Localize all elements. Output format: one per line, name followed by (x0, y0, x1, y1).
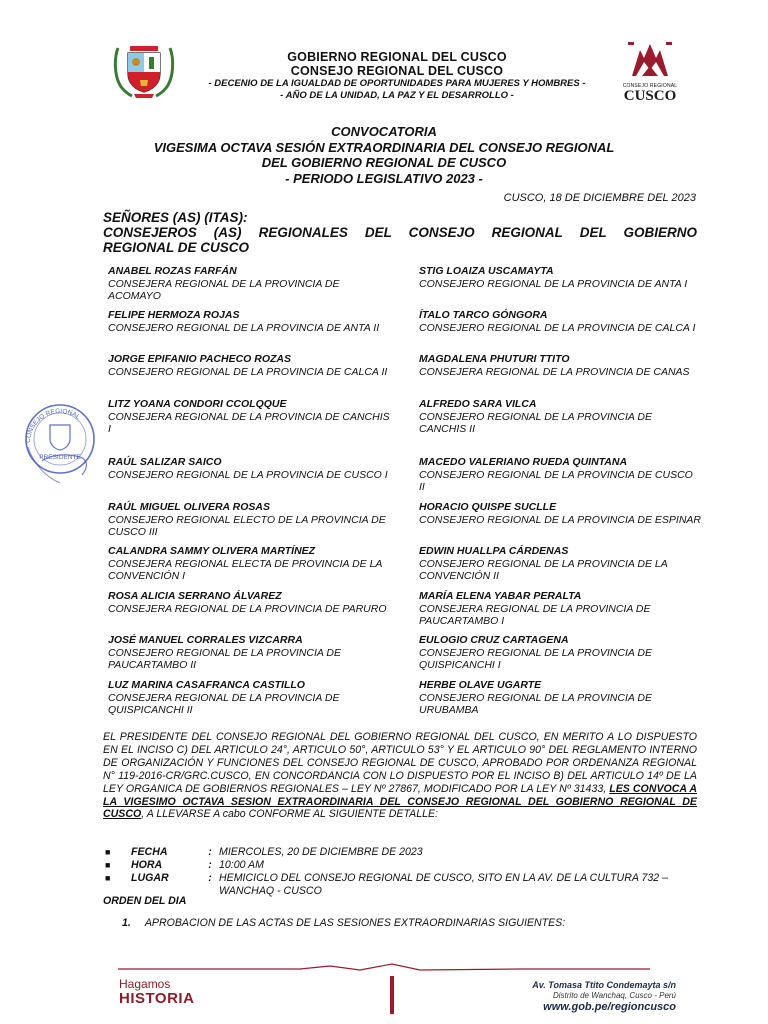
member-role: CONSEJERA REGIONAL DE LA PROVINCIA DE CANCHIS I (108, 410, 390, 435)
detail-label: FECHA (131, 846, 168, 858)
detail-value: MIERCOLES, 20 DE DICIEMBRE DE 2023 (219, 846, 423, 858)
header-line-4: - AÑO DE LA UNIDAD, LA PAZ Y EL DESARROLLO - (280, 90, 514, 101)
address-line-2: Distrito de Wanchaq, Cusco - Perú (552, 991, 676, 1000)
salutation-line-2: CONSEJEROS (AS) REGIONALES DEL CONSEJO REGIONAL DEL GOBIERNO (103, 225, 697, 240)
member-entry (419, 679, 701, 717)
member-entry (419, 265, 701, 290)
member-entry (108, 679, 390, 717)
member-role: CONSEJERA REGIONAL DE LA PROVINCIA DE PARURO (108, 602, 387, 615)
member-entry (419, 501, 701, 526)
member-entry (419, 456, 701, 494)
member-name: ANABEL ROZAS FARFÁN (108, 265, 237, 277)
slogan-line-1: Hagamos (119, 977, 171, 991)
member-name: STIG LOAIZA USCAMAYTA (419, 265, 554, 277)
detail-label: HORA (131, 858, 163, 871)
member-role: CONSEJERO REGIONAL ELECTO DE LA PROVINCIA DE CUSCO III (108, 513, 386, 538)
salutation-line-1: SEÑORES (AS) (ITAS): (103, 210, 248, 225)
consejo-regional-logo (614, 40, 686, 102)
member-entry (419, 590, 701, 628)
member-name: EDWIN HUALLPA CÁRDENAS (419, 545, 569, 557)
salutation (103, 210, 697, 255)
member-entry (108, 634, 390, 672)
member-name: MAGDALENA PHUTURI TTITO (419, 353, 570, 365)
logo-name: CUSCO (623, 88, 677, 104)
seal-text: CONSEJO REGIONAL (24, 407, 82, 444)
member-role: CONSEJERO REGIONAL DE LA PROVINCIA DE CUSCO II (419, 468, 693, 493)
document-date: CUSCO, 18 DE DICIEMBRE DEL 2023 (503, 192, 696, 204)
header-line-1: GOBIERNO REGIONAL DEL CUSCO (287, 50, 507, 64)
member-name: RAÚL MIGUEL OLIVERA ROSAS (108, 501, 270, 513)
member-role: CONSEJERO REGIONAL DE LA PROVINCIA DE ESPINAR (419, 513, 702, 526)
member-role: CONSEJERO REGIONAL DE LA PROVINCIA DE PAUCARTAMBO II (108, 646, 341, 671)
slogan-line-2: HISTORIA (119, 990, 195, 1007)
regional-emblem-icon (622, 40, 678, 80)
member-role: CONSEJERO REGIONAL DE LA PROVINCIA DE ANTA II (108, 321, 380, 334)
logo-subtitle: CONSEJO REGIONAL (622, 83, 678, 89)
member-role: CONSEJERO REGIONAL DE LA PROVINCIA DE CANCHIS II (419, 410, 652, 435)
member-entry (108, 398, 390, 436)
member-entry (419, 634, 701, 672)
member-name: JORGE EPIFANIO PACHECO ROZAS (108, 353, 291, 365)
member-name: LITZ YOANA CONDORI CCOLQQUE (108, 398, 287, 410)
header-titles (180, 50, 614, 102)
member-name: LUZ MARINA CASAFRANCA CASTILLO (108, 679, 305, 691)
member-role: CONSEJERO REGIONAL DE LA PROVINCIA DE QUISPICANCHI I (419, 646, 652, 671)
member-name: HORACIO QUISPE SUCLLE (419, 501, 557, 513)
session-details (103, 846, 697, 898)
website-link[interactable]: www.gob.pe/regioncusco (543, 1001, 676, 1013)
agenda-item-text: APROBACION DE LAS ACTAS DE LAS SESIONES EXTRAORDINARIAS SIGUIENTES: (144, 917, 566, 929)
member-role: CONSEJERO REGIONAL DE LA PROVINCIA DE URUBAMBA (419, 691, 652, 716)
document-header (0, 38, 768, 108)
member-name: FELIPE HERMOZA ROJAS (108, 309, 240, 321)
detail-colon: : (208, 846, 212, 858)
member-entry (108, 265, 390, 303)
detail-colon: : (208, 871, 212, 884)
member-entry (419, 545, 701, 583)
bullet-icon: ■ (105, 859, 111, 870)
body-emphasis: LES CONVOCA A LA VIGESIMO OCTAVA SESION EXTRAORDINARIA DEL CONSEJO REGIONAL DEL GOBIERNO REGIONAL DE CUSCO (103, 782, 697, 821)
detail-value: HEMICICLO DEL CONSEJO REGIONAL DE CUSCO, SITO EN LA AV. DE LA CULTURA 732 – WANCHAQ - CUSCO (219, 871, 668, 897)
member-name: ROSA ALICIA SERRANO ÁLVAREZ (108, 590, 282, 602)
title-line-1: CONVOCATORIA (331, 124, 437, 139)
member-name: HERBE OLAVE UGARTE (419, 679, 542, 691)
member-name: MACEDO VALERIANO RUEDA QUINTANA (419, 456, 628, 468)
footer-address (532, 980, 676, 1013)
member-entry (108, 545, 390, 583)
member-name: ÍTALO TARCO GÓNGORA (419, 309, 548, 321)
member-role: CONSEJERO REGIONAL DE LA PROVINCIA DE CALCA II (108, 365, 388, 378)
official-seal-stamp (20, 395, 98, 490)
member-entry (108, 501, 390, 539)
member-name: CALANDRA SAMMY OLIVERA MARTÍNEZ (108, 545, 316, 557)
member-entry (108, 353, 390, 378)
body-outro: , A LLEVARSE A cabo CONFORME AL SIGUIENTE DETALLE: (141, 808, 438, 821)
member-name: EULOGIO CRUZ CARTAGENA (419, 634, 569, 646)
member-role: CONSEJERA REGIONAL DE LA PROVINCIA DE PAUCARTAMBO I (419, 602, 651, 627)
detail-row-fecha (103, 846, 697, 859)
detail-colon: : (208, 858, 212, 871)
member-name: RAÚL SALIZAR SAICO (108, 456, 222, 468)
member-entry (419, 353, 701, 378)
header-line-3: - DECENIO DE LA IGUALDAD DE OPORTUNIDADES PARA MUJERES Y HOMBRES - (208, 78, 586, 89)
detail-row-hora (103, 859, 697, 872)
bullet-icon: ■ (105, 847, 111, 857)
member-entry (108, 456, 390, 481)
member-role: CONSEJERO REGIONAL DE LA PROVINCIA DE LA CONVENCIÓN II (419, 557, 668, 582)
body-intro: EL PRESIDENTE DEL CONSEJO REGIONAL DEL GOBIERNO REGIONAL DEL CUSCO, EN MERITO A LO DISPUESTO EN EL INCISO C) DEL ARTICULO 24°, ARTICULO 50°, ARTICULO 53° Y EL ARTICULO 90° DEL REGLAMENTO INTERNO DE ORGANIZACIÓN Y FUNCIONES DEL CONSEJO REGIONAL DE CUSCO, APROBADO POR ORDENANZA REGIONAL N° 119-2016-CR/GRC.CUSCO, EN CONCORDANCIA CON LO DISPUESTO POR EL INCISO B) DEL ARTICULO 14º DE LA LEY ORGANICA DE GOBIERNOS REGIONALES – LEY Nº 27867, MODIFICADO POR LA LEY Nº 31433, (103, 731, 697, 795)
member-entry (108, 590, 390, 615)
member-name: JOSÉ MANUEL CORRALES VIZCARRA (108, 634, 303, 646)
member-entry (419, 398, 701, 436)
member-role: CONSEJERA REGIONAL ELECTA DE PROVINCIA DE LA CONVENCIÓN I (108, 557, 383, 582)
agenda-item (122, 917, 565, 929)
peru-coat-of-arms-icon (112, 38, 176, 100)
member-name: ALFREDO SARA VILCA (419, 398, 537, 410)
member-role: CONSEJERO REGIONAL DE LA PROVINCIA DE CUSCO I (108, 468, 388, 481)
convocation-body (103, 731, 697, 821)
member-name: MARÍA ELENA YABAR PERALTA (419, 590, 582, 602)
header-line-2: CONSEJO REGIONAL DEL CUSCO (290, 64, 504, 78)
title-line-4: - PERIODO LEGISLATIVO 2023 - (285, 170, 483, 186)
detail-value: 10:00 AM (219, 858, 264, 871)
detail-label: LUGAR (131, 871, 169, 884)
convocatoria-title (0, 124, 768, 186)
footer-slogan (119, 978, 194, 1006)
seal-label: PRESIDENTE (39, 454, 81, 461)
member-entry (419, 309, 701, 334)
agenda-heading: ORDEN DEL DIA (103, 895, 187, 907)
agenda-item-number: 1. (122, 917, 131, 929)
detail-row-lugar (103, 872, 697, 898)
title-line-3: DEL GOBIERNO REGIONAL DE CUSCO (261, 155, 507, 170)
member-role: CONSEJERA REGIONAL DE LA PROVINCIA DE CANAS (419, 365, 690, 378)
member-role: CONSEJERO REGIONAL DE LA PROVINCIA DE CALCA I (419, 321, 696, 334)
title-line-2: VIGESIMA OCTAVA SESIÓN EXTRAORDINARIA DEL CONSEJO REGIONAL (153, 139, 615, 155)
document-footer (0, 960, 768, 1024)
salutation-line-3: REGIONAL DE CUSCO (103, 240, 250, 255)
member-role: CONSEJERO REGIONAL DE LA PROVINCIA DE ANTA I (419, 277, 688, 290)
member-entry (108, 309, 390, 334)
member-role: CONSEJERA REGIONAL DE LA PROVINCIA DE QUISPICANCHI II (108, 691, 340, 716)
member-role: CONSEJERA REGIONAL DE LA PROVINCIA DE ACOMAYO (108, 277, 340, 302)
bullet-icon: ■ (105, 872, 111, 883)
address-line-1: Av. Tomasa Ttito Condemayta s/n (532, 980, 676, 990)
